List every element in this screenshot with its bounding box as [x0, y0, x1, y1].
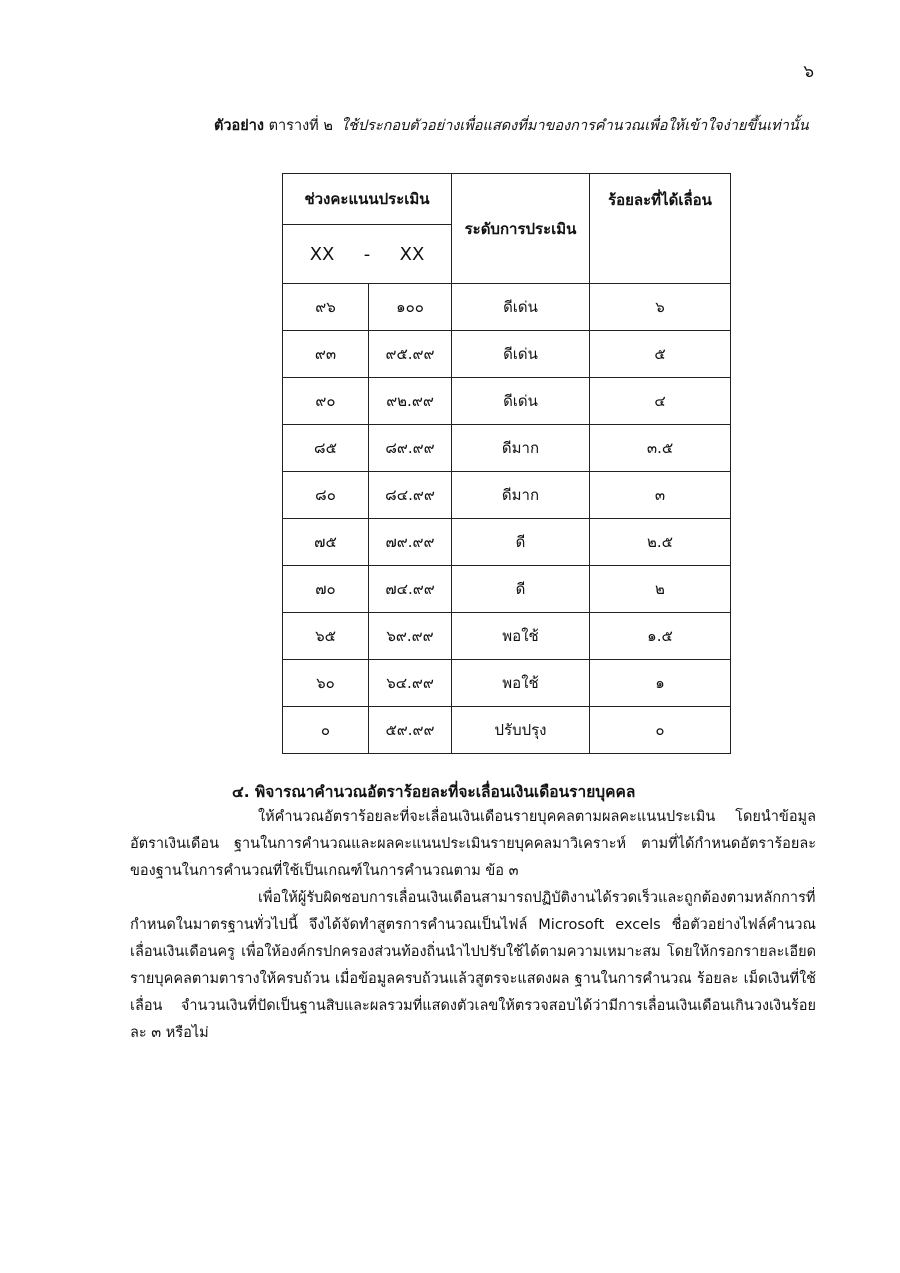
range-dash: - [363, 243, 371, 265]
percent-cell: ๑ [590, 660, 731, 707]
paragraph-2 [130, 885, 816, 1047]
score-from-cell: ๘๐ [283, 472, 369, 519]
percent-cell: ๒ [590, 566, 731, 613]
table-header-row [283, 174, 731, 225]
score-from-cell: ๖๕ [283, 613, 369, 660]
percent-cell: ๐ [590, 707, 731, 754]
table-row [283, 425, 731, 472]
table-row [283, 613, 731, 660]
section-heading: ๔. พิจารณาคำนวณอัตราร้อยละที่จะเลื่อนเงินเดือนรายบุคคล [232, 783, 636, 801]
score-to-cell: ๑๐๐ [369, 284, 452, 331]
paragraph-2-text: เพื่อให้ผู้รับผิดชอบการเลื่อนเงินเดือนสามารถปฏิบัติงานได้รวดเร็วและถูกต้องตามหลักการที่กำหนดในมาตรฐานทั่วไปนี้ จึงได้จัดทำสูตรการคำนวณเป็นไฟล์ Microsoft excels ชื่อตัวอย่างไฟล์คำนวณเลื่อนเงินเดือนครู เพื่อให้องค์กรปกครองส่วนท้องถิ่นนำไปปรับใช้ได้ตามความเหมาะสม โดยให้กรอกรายละเอียดรายบุคคลตามตารางให้ครบถ้วน เมื่อข้อมูลครบถ้วนแล้วสูตรจะแสดงผล ฐานในการคำนวณ ร้อยละ เม็ดเงินที่ใช้เลื่อน จำนวนเงินที่ปัดเป็นฐานสิบและผลรวมที่แสดงตัวเลขให้ตรวจสอบได้ว่ามีการเลื่อนเงินเดือนเกินวงเงินร้อยละ ๓ หรือไม่ [130, 890, 816, 1041]
table-row [283, 472, 731, 519]
table-row [283, 519, 731, 566]
table-row [283, 660, 731, 707]
score-from-cell: ๙๖ [283, 284, 369, 331]
table-row [283, 284, 731, 331]
level-cell: ดีเด่น [452, 331, 590, 378]
header-assessment-level: ระดับการประเมิน [452, 174, 590, 284]
score-from-cell: ๗๕ [283, 519, 369, 566]
level-cell: ดีมาก [452, 472, 590, 519]
score-from-cell: ๘๕ [283, 425, 369, 472]
score-to-cell: ๘๙.๙๙ [369, 425, 452, 472]
score-to-cell: ๖๔.๙๙ [369, 660, 452, 707]
score-from-cell: ๙๐ [283, 378, 369, 425]
caption-table-number: ตารางที่ ๒ [264, 118, 333, 134]
score-from-cell: ๙๓ [283, 331, 369, 378]
table-row [283, 378, 731, 425]
score-to-cell: ๘๔.๙๙ [369, 472, 452, 519]
percent-cell: ๔ [590, 378, 731, 425]
table-row [283, 707, 731, 754]
paragraph-1-text: ให้คำนวณอัตราร้อยละที่จะเลื่อนเงินเดือนรายบุคคลตามผลคะแนนประเมิน โดยนำข้อมูลอัตราเงินเดือน ฐานในการคำนวณและผลคะแนนประเมินรายบุคคลมาวิเคราะห์ ตามที่ได้กำหนดอัตราร้อยละของฐานในการคำนวณที่ใช้เป็นเกณฑ์ในการคำนวณตาม ข้อ ๓ [130, 809, 816, 879]
level-cell: ดี [452, 519, 590, 566]
score-to-cell: ๕๙.๙๙ [369, 707, 452, 754]
page-number: ๖ [803, 62, 814, 82]
level-cell: พอใช้ [452, 613, 590, 660]
table-body [283, 284, 731, 754]
score-to-cell: ๙๕.๙๙ [369, 331, 452, 378]
header-percent-raised: ร้อยละที่ได้เลื่อน [590, 174, 731, 284]
score-to-cell: ๖๙.๙๙ [369, 613, 452, 660]
table-row [283, 566, 731, 613]
caption-label: ตัวอย่าง [214, 118, 264, 134]
percent-cell: ๓ [590, 472, 731, 519]
table-row [283, 331, 731, 378]
level-cell: ดีมาก [452, 425, 590, 472]
score-from-cell: ๐ [283, 707, 369, 754]
score-from-cell: ๗๐ [283, 566, 369, 613]
range-placeholder [283, 225, 452, 284]
score-to-cell: ๗๔.๙๙ [369, 566, 452, 613]
caption-description: ใช้ประกอบตัวอย่างเพื่อแสดงที่มาของการคำนวณเพื่อให้เข้าใจง่ายขึ้นเท่านั้น [340, 118, 809, 134]
percent-cell: ๕ [590, 331, 731, 378]
score-to-cell: ๗๙.๙๙ [369, 519, 452, 566]
level-cell: ดี [452, 566, 590, 613]
table-caption [214, 114, 814, 137]
level-cell: ดีเด่น [452, 378, 590, 425]
range-from-placeholder: XX [309, 243, 335, 265]
percent-cell: ๖ [590, 284, 731, 331]
score-from-cell: ๖๐ [283, 660, 369, 707]
paragraph-1 [130, 804, 816, 885]
level-cell: ดีเด่น [452, 284, 590, 331]
percent-cell: ๒.๕ [590, 519, 731, 566]
level-cell: พอใช้ [452, 660, 590, 707]
level-cell: ปรับปรุง [452, 707, 590, 754]
header-score-range: ช่วงคะแนนประเมิน [283, 174, 452, 225]
score-table [282, 173, 731, 754]
percent-cell: ๑.๕ [590, 613, 731, 660]
percent-cell: ๓.๕ [590, 425, 731, 472]
score-to-cell: ๙๒.๙๙ [369, 378, 452, 425]
range-to-placeholder: XX [399, 243, 425, 265]
